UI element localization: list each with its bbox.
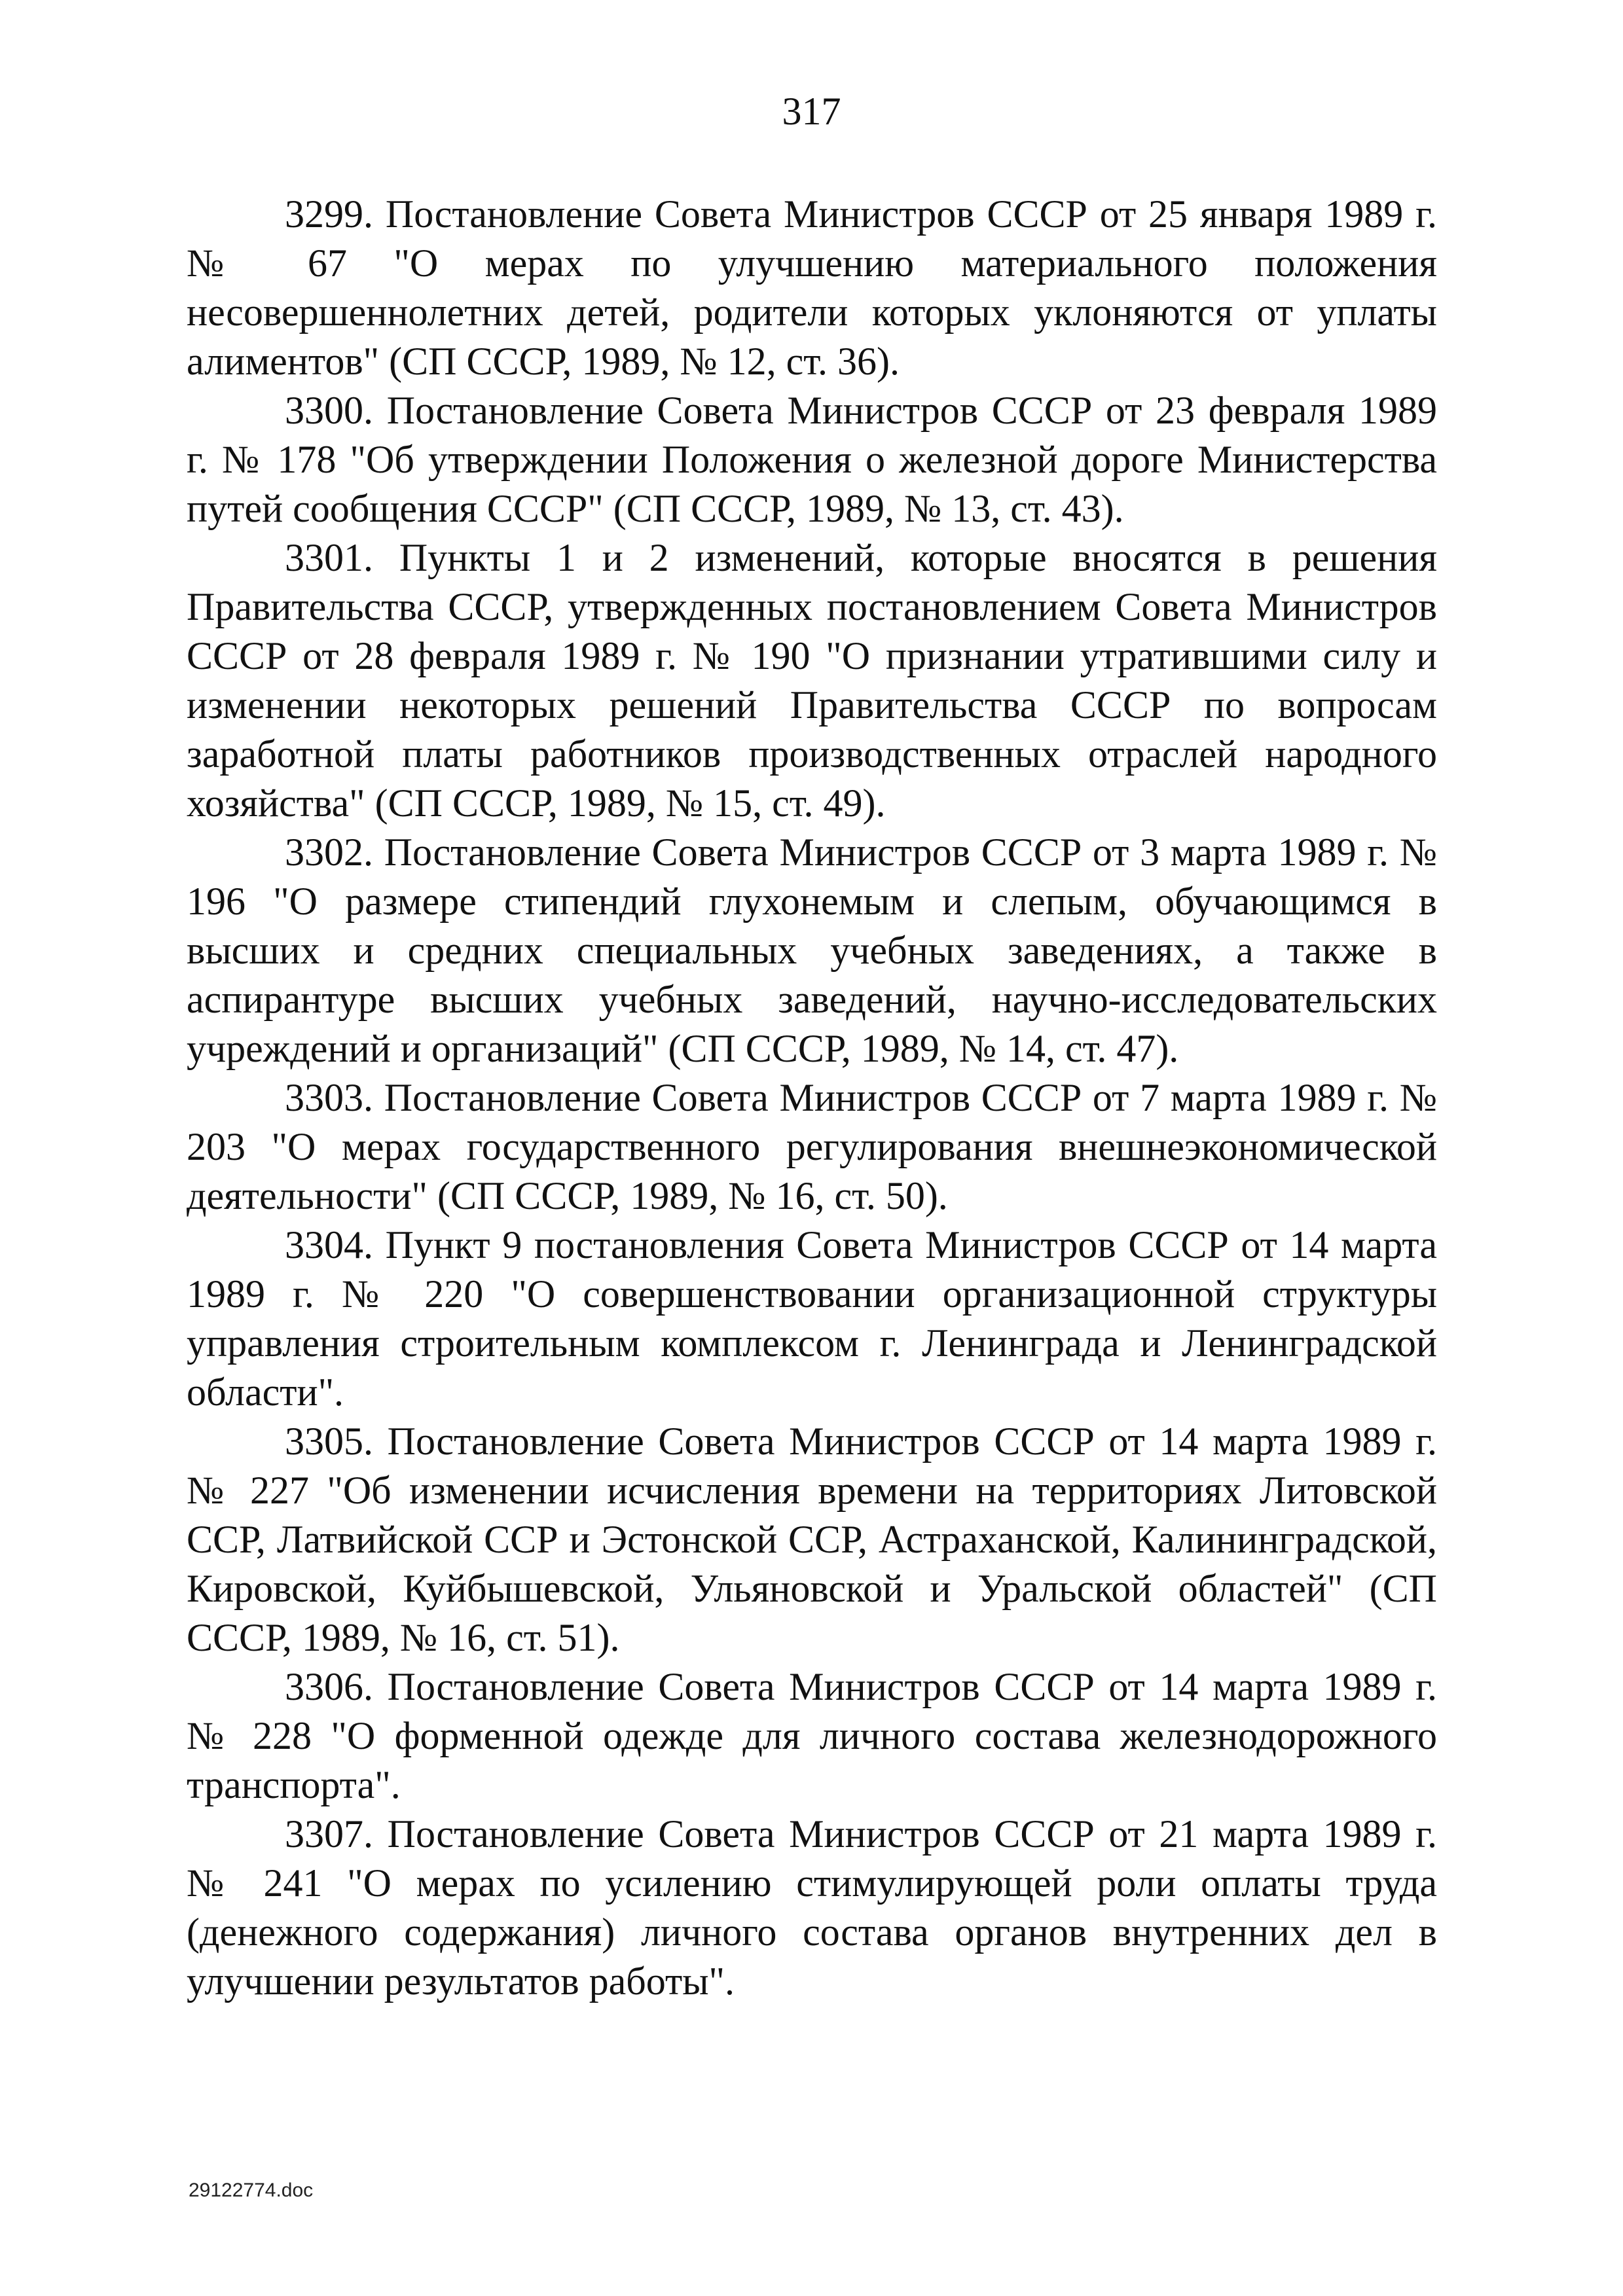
entry-text: Постановление Совета Министров СССР от 25 января 1989 г. № 67 "О мерах по улучшению материального положения несовершеннолетних детей, родители которых уклоняются от уплаты алиментов" (СП СССР, 1989, № 12, ст. 36). — [187, 192, 1438, 383]
entry-number: 3301. — [285, 536, 373, 579]
entry-3300 — [187, 386, 1437, 533]
entry-number: 3302. — [285, 831, 373, 874]
entry-3305 — [187, 1417, 1437, 1662]
entry-text: Пункт 9 постановления Совета Министров СССР от 14 марта 1989 г. № 220 "О совершенствовании организационной структуры управления строительным комплексом г. Ленинграда и Ленинградской области". — [187, 1223, 1437, 1414]
entry-3303 — [187, 1073, 1437, 1221]
entry-3302 — [187, 828, 1437, 1073]
entry-number: 3304. — [285, 1223, 373, 1266]
entry-number: 3299. — [285, 192, 373, 236]
entry-text: Пункты 1 и 2 изменений, которые вносятся в решения Правительства СССР, утвержденных постановлением Совета Министров СССР от 28 февраля 1989 г. № 190 "О признании утратившими силу и изменении некоторых решений Правительства СССР по вопросам заработной платы работников производственных отраслей народного хозяйства" (СП СССР, 1989, № 15, ст. 49). — [187, 536, 1437, 825]
entry-3306 — [187, 1662, 1437, 1810]
footer-filename: 29122774.doc — [189, 2179, 314, 2201]
entry-3299 — [187, 190, 1437, 386]
entry-number: 3306. — [285, 1665, 373, 1708]
entry-number: 3307. — [285, 1812, 373, 1856]
entry-3301 — [187, 533, 1437, 828]
entry-number: 3300. — [285, 389, 373, 432]
entry-number: 3305. — [285, 1420, 373, 1463]
entry-text: Постановление Совета Министров СССР от 3 марта 1989 г. № 196 "О размере стипендий глухонемым и слепым, обучающимся в высших и средних специальных учебных заведениях, а также в аспирантуре высших учебных заведений, научно-исследовательских учреждений и организаций" (СП СССР, 1989, № 14, ст. 47). — [187, 831, 1438, 1070]
entry-number: 3303. — [285, 1076, 373, 1119]
page-number: 317 — [782, 90, 841, 133]
document-body — [187, 190, 1437, 2006]
entry-3304 — [187, 1221, 1437, 1417]
entry-text: Постановление Совета Министров СССР от 14 марта 1989 г. № 227 "Об изменении исчисления времени на территориях Литовской ССР, Латвийской ССР и Эстонской ССР, Астраханской, Калининградской, Кировской, Куйбышевской, Ульяновской и Уральской областей" (СП СССР, 1989, № 16, ст. 51). — [187, 1420, 1437, 1659]
entry-3307 — [187, 1810, 1437, 2006]
entry-text: Постановление Совета Министров СССР от 7 марта 1989 г. № 203 "О мерах государственного регулирования внешнеэкономической деятельности" (СП СССР, 1989, № 16, ст. 50). — [187, 1076, 1438, 1217]
entry-text: Постановление Совета Министров СССР от 23 февраля 1989 г. № 178 "Об утверждении Положения о железной дороге Министерства путей сообщения СССР" (СП СССР, 1989, № 13, ст. 43). — [187, 389, 1438, 530]
entry-text: Постановление Совета Министров СССР от 14 марта 1989 г. № 228 "О форменной одежде для личного состава железнодорожного транспорта". — [187, 1665, 1437, 1806]
entry-text: Постановление Совета Министров СССР от 21 марта 1989 г. № 241 "О мерах по усилению стимулирующей роли оплаты труда (денежного содержания) личного состава органов внутренних дел в улучшении результатов работы". — [187, 1812, 1437, 2003]
